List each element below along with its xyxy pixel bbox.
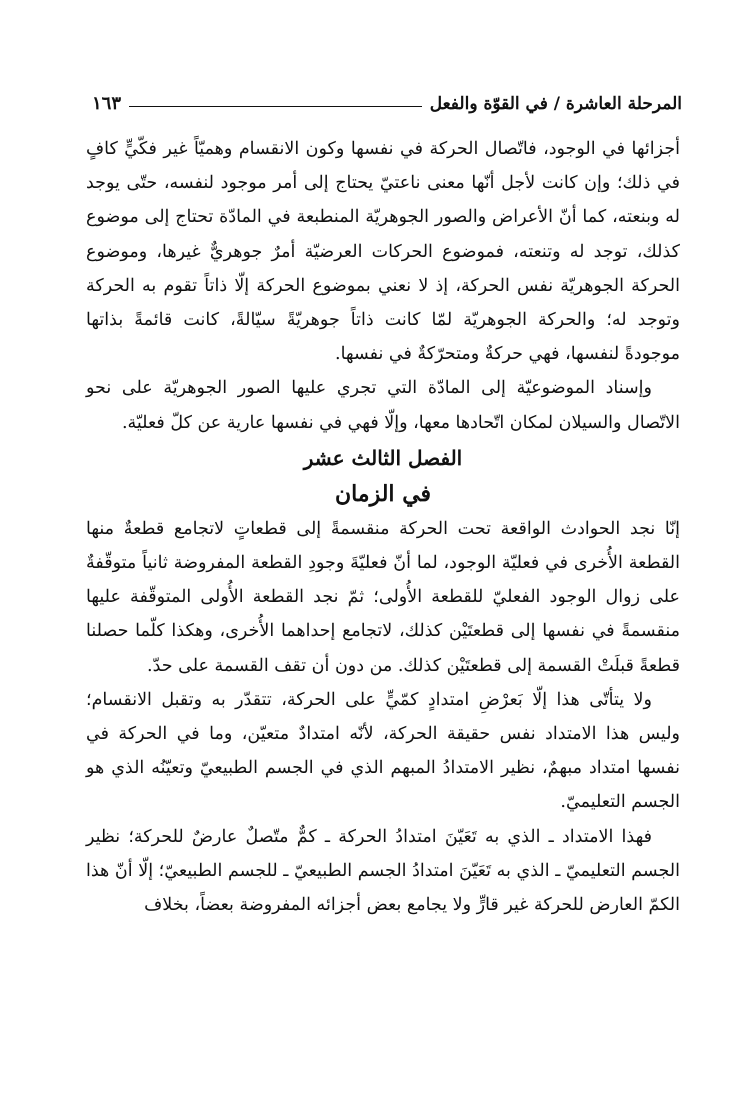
paragraph: وإسناد الموضوعيّة إلى المادّة التي تجري عليها الصور الجوهريّة على نحو الاتّصال والسيلان لمكان اتّحادها معها، وإلّا فهي في نفسها عارية عن كلّ فعليّة. bbox=[86, 378, 680, 433]
paragraph: أجزائها في الوجود، فاتّصال الحركة في نفسها وكون الانقسام وهميّاً غير فكّيٍّ كافٍ في ذلك؛ وإن كانت لأجل أنّها معنى ناعتيّ يحتاج إلى أمر موجود لنفسه، حتّى يوجد له وبنعته، كما أنّ الأعراض والصور الجوهريّة المنطبعة في المادّة تحتاج إلى موضوع كذلك، توجد له وتنعته، فموضوع الحركات العرضيّة أمرٌ جوهريٌّ غيرها، وموضوع الحركة الجوهريّة نفس الحركة، إذ لا نعني بموضوع الحركة إلّا ذاتاً تقوم به الحركة وتوجد له؛ والحركة الجوهريّة لمّا كانت ذاتاً جوهريّةً سيّالةً، كانت قائمةً بذاتها موجودةً لنفسها، فهي حركةٌ ومتحرّكةٌ في نفسها. bbox=[86, 139, 680, 365]
running-title: المرحلة العاشرة / في القوّة والفعل bbox=[429, 94, 682, 114]
chapter-number-title: الفصل الثالث عشر bbox=[303, 445, 463, 470]
paragraph: فهذا الامتداد ـ الذي به تَعَيّنَ امتدادُ الحركة ـ كمٌّ متّصلٌ عارضٌ للحركة؛ نظير الجسم التعليميّ ـ الذي به تَعَيّنَ امتدادُ الجسم الطبيعيّ ـ للجسم الطبيعيّ؛ إلّا أنّ هذا الكمّ العارض للحركة غير قارٍّ ولا يجامع بعض أجزائه المفروضة بعضاً، بخلاف bbox=[86, 826, 680, 916]
page-number: ١٦٣ bbox=[92, 93, 122, 114]
chapter-subject-title: في الزمان bbox=[334, 480, 432, 507]
paragraph: ولا يتأتّى هذا إلّا بَعرْضِ امتدادٍ كمّيٍّ على الحركة، تتقدّر به وتقبل الانقسام؛ وليس هذا الامتداد نفس حقيقة الحركة، لأنّه امتدادٌ متعيّن، وما في الحركة في نفسها امتداد مبهمٌ، نظير الامتدادُ المبهم الذي في الجسم الطبيعيّ وتعيّنُه الذي هو الجسم التعليميّ. bbox=[86, 689, 680, 813]
header-rule bbox=[129, 106, 422, 107]
body-text bbox=[86, 132, 680, 922]
running-header bbox=[92, 84, 682, 114]
paragraph: إنّا نجد الحوادث الواقعة تحت الحركة منقسمةً إلى قطعاتٍ لاتجامع قطعةٌ منها القطعة الأُخرى في فعليّة الوجود، لما أنّ فعليّةَ وجودِ القطعة المفروضة ثانياً متوقّفةٌ على زوال الوجود الفعليّ للقطعة الأُولى؛ ثمّ نجد القطعة الأُولى المتوقّفة عليها منقسمةً في نفسها إلى قطعتَيْن كذلك، لاتجامع إحداهما الأُخرى، وهكذا كلّما حصلنا قطعةً قبلَتْ القسمة إلى قطعتَيْن كذلك. من دون أن تقف القسمة على حدّ. bbox=[86, 518, 680, 676]
